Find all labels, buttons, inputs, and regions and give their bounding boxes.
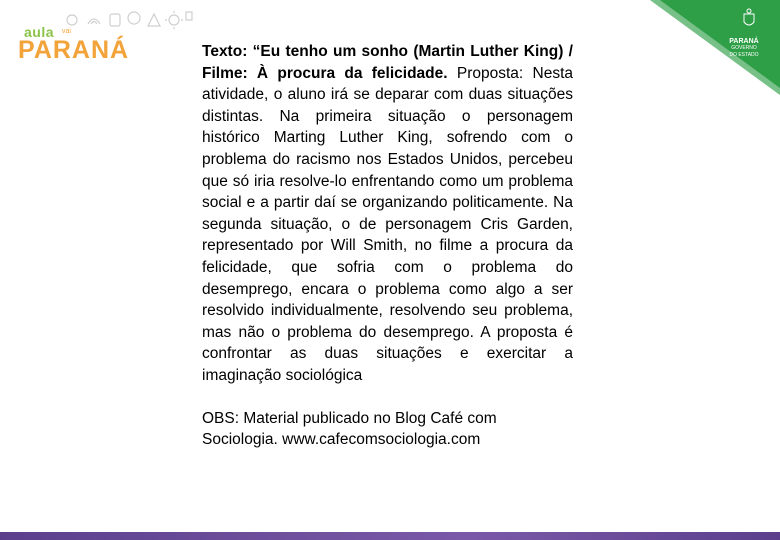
government-estado-text: DO ESTADO	[729, 52, 759, 58]
footer-bar	[0, 532, 780, 540]
government-logo-text	[714, 38, 774, 59]
logo-aula-text: aula	[24, 24, 55, 40]
document-body: Proposta: Nesta atividade, o aluno irá se deparar com duas situações distintas. Na primeira situação o personagem histórico Marting Luther King, sofrendo com o problema do racismo nos Estados Unidos, percebeu que só iria resolve-lo enfrentando como um problema social e a partir daí se organizando politicamente. Na segunda situação, o de personagem Cris Garden, representado por Will Smith, no filme a procura da felicidade, que sofria com o problema do desemprego, encara o problema como algo a ser resolvido individualmente, resolvendo seu problema, mas não o problema do desemprego. A proposta é confrontar as duas situações e exercitar a imaginação sociológica	[202, 64, 573, 384]
main-paragraph	[202, 41, 573, 387]
aula-parana-logo	[14, 8, 194, 68]
logo-vai-text: vai	[62, 28, 71, 35]
document-content	[202, 41, 573, 451]
decorative-icons	[64, 8, 194, 30]
document-title: Texto: “Eu tenho um sonho (Martin Luther King) / Filme: À procura da felicidade.	[202, 43, 573, 82]
government-governo-text: GOVERNO	[731, 45, 757, 51]
government-parana-text: PARANÁ	[729, 38, 759, 45]
obs-note: OBS: Material publicado no Blog Café com Sociologia. www.cafecomsociologia.com	[202, 409, 497, 449]
logo-parana-text: PARANÁ	[18, 36, 130, 64]
